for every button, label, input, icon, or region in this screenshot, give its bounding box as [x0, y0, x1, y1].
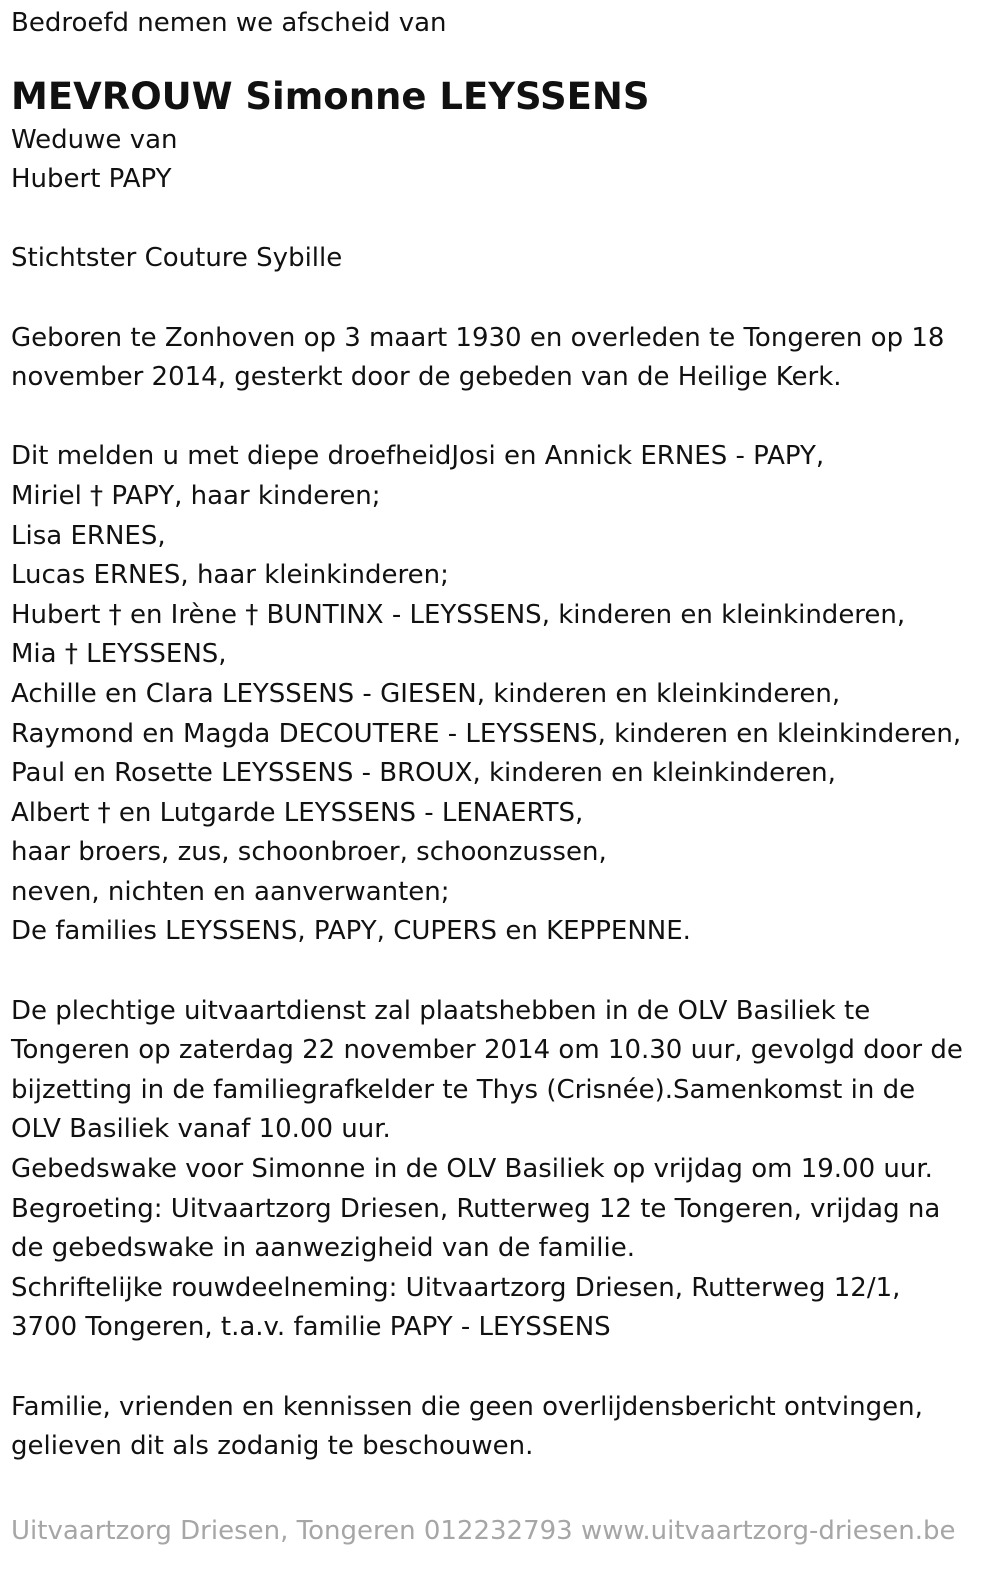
family-line: De families LEYSSENS, PAPY, CUPERS en KEPPENNE.	[11, 916, 691, 947]
family-line: Miriel † PAPY, haar kinderen;	[11, 480, 381, 511]
family-line: Lisa ERNES,	[11, 520, 166, 551]
founder-text: Stichtster Couture Sybille	[11, 243, 343, 274]
spacer	[11, 200, 986, 240]
family-line: Dit melden u met diepe droefheidJosi en Annick ERNES - PAPY,	[11, 441, 825, 472]
spacer	[11, 279, 986, 319]
family-line: Paul en Rosette LEYSSENS - BROUX, kinderen en kleinkinderen,	[11, 758, 836, 789]
footer-contact: Uitvaartzorg Driesen, Tongeren 012232793 www.uitvaartzorg-driesen.be	[11, 1516, 956, 1546]
closing-line: Familie, vrienden en kennissen die geen overlijdensbericht ontvingen,	[11, 1391, 923, 1422]
service-line: de gebedswake in aanwezigheid van de familie.	[11, 1233, 635, 1264]
closing-paragraph	[11, 1388, 986, 1467]
spacer	[11, 1348, 986, 1388]
death-notice	[11, 0, 986, 1467]
service-line: 3700 Tongeren, t.a.v. familie PAPY - LEYSSENS	[11, 1312, 611, 1343]
family-line: Achille en Clara LEYSSENS - GIESEN, kinderen en kleinkinderen,	[11, 678, 841, 709]
service-line: Gebedswake voor Simonne in de OLV Basiliek op vrijdag om 19.00 uur.	[11, 1154, 933, 1185]
family-line: haar broers, zus, schoonbroer, schoonzussen,	[11, 837, 607, 868]
family-line: Mia † LEYSSENS,	[11, 639, 227, 670]
spacer	[11, 398, 986, 438]
family-line: neven, nichten en aanverwanten;	[11, 876, 450, 907]
paragraph-line: Geboren te Zonhoven op 3 maart 1930 en overleden te Tongeren op 18	[11, 322, 945, 353]
birth-death-paragraph	[11, 319, 986, 398]
spouse-name: Hubert PAPY	[11, 164, 172, 195]
family-line: Lucas ERNES, haar kleinkinderen;	[11, 560, 449, 591]
family-line: Hubert † en Irène † BUNTINX - LEYSSENS, kinderen en kleinkinderen,	[11, 599, 906, 630]
closing-line: gelieven dit als zodanig te beschouwen.	[11, 1431, 534, 1462]
spacer	[11, 952, 986, 992]
service-details	[11, 992, 986, 1348]
deceased-name: MEVROUW Simonne LEYSSENS	[11, 74, 650, 118]
family-line: Albert † en Lutgarde LEYSSENS - LENAERTS,	[11, 797, 584, 828]
service-line: Begroeting: Uitvaartzorg Driesen, Rutterweg 12 te Tongeren, vrijdag na	[11, 1193, 941, 1224]
widow-label: Weduwe van	[11, 124, 178, 155]
paragraph-line: november 2014, gesterkt door de gebeden van de Heilige Kerk.	[11, 362, 842, 393]
service-line: Schriftelijke rouwdeelneming: Uitvaartzorg Driesen, Rutterweg 12/1,	[11, 1272, 901, 1303]
service-line: De plechtige uitvaartdienst zal plaatshebben in de OLV Basiliek te	[11, 995, 871, 1026]
intro-text: Bedroefd nemen we afscheid van	[11, 8, 447, 38]
service-line: OLV Basiliek vanaf 10.00 uur.	[11, 1114, 391, 1145]
service-line: Tongeren op zaterdag 22 november 2014 om 10.30 uur, gevolgd door de	[11, 1035, 963, 1066]
service-line: bijzetting in de familiegrafkelder te Thys (Crisnée).Samenkomst in de	[11, 1074, 916, 1105]
family-line: Raymond en Magda DECOUTERE - LEYSSENS, kinderen en kleinkinderen,	[11, 718, 962, 749]
family-list	[11, 437, 986, 952]
